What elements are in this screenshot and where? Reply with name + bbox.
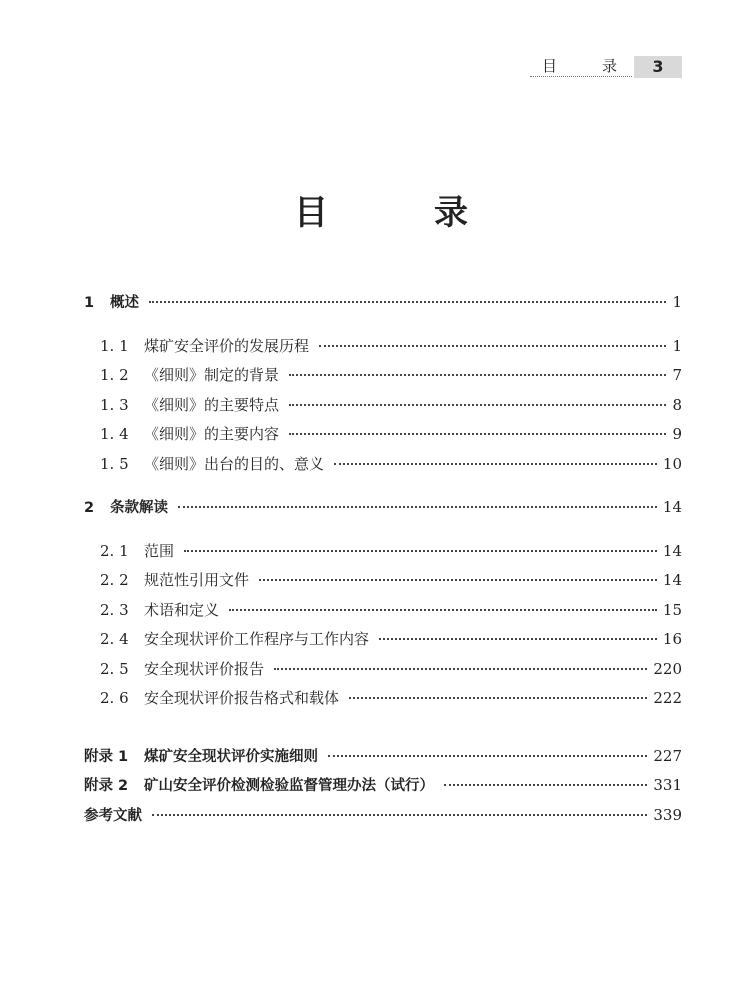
dot-leader bbox=[349, 697, 647, 699]
toc-section-2-6[interactable] bbox=[84, 684, 682, 714]
toc-page: 8 bbox=[672, 395, 682, 414]
running-header-section bbox=[530, 56, 632, 77]
toc-label: 安全现状评价报告 bbox=[144, 659, 265, 678]
toc-number: 1. 3 bbox=[100, 395, 129, 414]
toc-page: 227 bbox=[653, 746, 682, 765]
toc-section-1-5[interactable] bbox=[84, 450, 682, 480]
toc-section-2-2[interactable] bbox=[84, 566, 682, 596]
toc-page: 222 bbox=[653, 689, 682, 707]
toc-appendix-2[interactable] bbox=[84, 771, 682, 801]
toc-page: 339 bbox=[653, 805, 682, 824]
toc-label: 《细则》的主要内容 bbox=[144, 425, 280, 443]
toc-chapter-1[interactable] bbox=[84, 288, 682, 318]
spacer bbox=[84, 318, 682, 332]
spacer bbox=[84, 714, 682, 742]
toc-page: 15 bbox=[662, 600, 682, 619]
dot-leader bbox=[152, 814, 647, 816]
toc-number: 1 bbox=[84, 295, 95, 311]
table-of-contents bbox=[84, 288, 682, 830]
toc-label: 参考文献 bbox=[84, 807, 142, 824]
toc-label: 术语和定义 bbox=[144, 600, 220, 619]
toc-label: 矿山安全评价检测检验监督管理办法（试行） bbox=[144, 778, 434, 794]
toc-page: 331 bbox=[653, 776, 682, 794]
toc-appendix-1[interactable] bbox=[84, 742, 682, 772]
dot-leader bbox=[328, 755, 647, 757]
dot-leader bbox=[289, 433, 666, 435]
toc-label: 条款解读 bbox=[110, 500, 168, 516]
toc-number: 2. 1 bbox=[100, 541, 129, 560]
toc-label: 规范性引用文件 bbox=[144, 571, 250, 589]
toc-section-2-1[interactable] bbox=[84, 537, 682, 567]
toc-page: 14 bbox=[662, 498, 682, 516]
toc-label: 概述 bbox=[110, 295, 139, 311]
page-title bbox=[0, 188, 750, 238]
toc-page: 16 bbox=[662, 630, 682, 648]
dot-leader bbox=[259, 579, 657, 581]
toc-number: 2. 4 bbox=[100, 630, 129, 648]
dot-leader bbox=[289, 374, 666, 376]
dot-leader bbox=[319, 345, 666, 347]
toc-number: 2. 2 bbox=[100, 571, 129, 589]
toc-section-1-2[interactable] bbox=[84, 361, 682, 391]
toc-label: 安全现状评价报告格式和载体 bbox=[144, 689, 340, 707]
toc-label: 《细则》制定的背景 bbox=[144, 366, 280, 384]
toc-references[interactable] bbox=[84, 801, 682, 831]
toc-section-1-3[interactable] bbox=[84, 391, 682, 421]
toc-label: 范围 bbox=[144, 541, 175, 560]
toc-section-2-4[interactable] bbox=[84, 625, 682, 655]
toc-page: 220 bbox=[653, 659, 682, 678]
toc-number: 2. 5 bbox=[100, 659, 129, 678]
toc-label: 《细则》的主要特点 bbox=[144, 395, 280, 414]
toc-page: 14 bbox=[662, 541, 682, 560]
toc-page: 7 bbox=[672, 366, 682, 384]
toc-section-2-5[interactable] bbox=[84, 655, 682, 685]
toc-section-2-3[interactable] bbox=[84, 596, 682, 626]
toc-number: 1. 4 bbox=[100, 425, 129, 443]
toc-page: 1 bbox=[672, 336, 682, 355]
spacer bbox=[84, 523, 682, 537]
page-title-char-2: 录 bbox=[434, 193, 468, 233]
running-header-char-2: 录 bbox=[602, 57, 618, 75]
toc-number: 2. 6 bbox=[100, 689, 129, 707]
toc-number: 附录 2 bbox=[84, 778, 129, 794]
page-number-box: 3 bbox=[634, 56, 682, 78]
toc-page: 10 bbox=[662, 454, 682, 473]
toc-chapter-2[interactable] bbox=[84, 493, 682, 523]
toc-number: 2. 3 bbox=[100, 600, 129, 619]
dot-leader bbox=[379, 638, 657, 640]
toc-number: 2 bbox=[84, 500, 95, 516]
dot-leader bbox=[149, 301, 666, 303]
toc-number: 1. 1 bbox=[100, 336, 129, 355]
toc-label: 煤矿安全现状评价实施细则 bbox=[144, 748, 318, 765]
running-header bbox=[530, 56, 682, 78]
dot-leader bbox=[444, 784, 647, 786]
toc-label: 煤矿安全评价的发展历程 bbox=[144, 336, 310, 355]
toc-label: 安全现状评价工作程序与工作内容 bbox=[144, 630, 370, 648]
toc-section-1-1[interactable] bbox=[84, 332, 682, 362]
dot-leader bbox=[178, 506, 657, 508]
toc-number: 附录 1 bbox=[84, 748, 129, 765]
dot-leader bbox=[289, 404, 666, 406]
page-title-char-1: 目 bbox=[294, 193, 328, 233]
dot-leader bbox=[334, 463, 657, 465]
toc-section-1-4[interactable] bbox=[84, 420, 682, 450]
toc-number: 1. 2 bbox=[100, 366, 129, 384]
toc-page: 9 bbox=[672, 425, 682, 443]
toc-label: 《细则》出台的目的、意义 bbox=[144, 454, 325, 473]
toc-page: 14 bbox=[662, 571, 682, 589]
spacer bbox=[84, 479, 682, 493]
dot-leader bbox=[184, 550, 657, 552]
toc-number: 1. 5 bbox=[100, 454, 129, 473]
dot-leader bbox=[274, 668, 647, 670]
dot-leader bbox=[229, 609, 657, 611]
toc-page: 1 bbox=[672, 293, 682, 311]
running-header-char-1: 目 bbox=[542, 57, 558, 75]
